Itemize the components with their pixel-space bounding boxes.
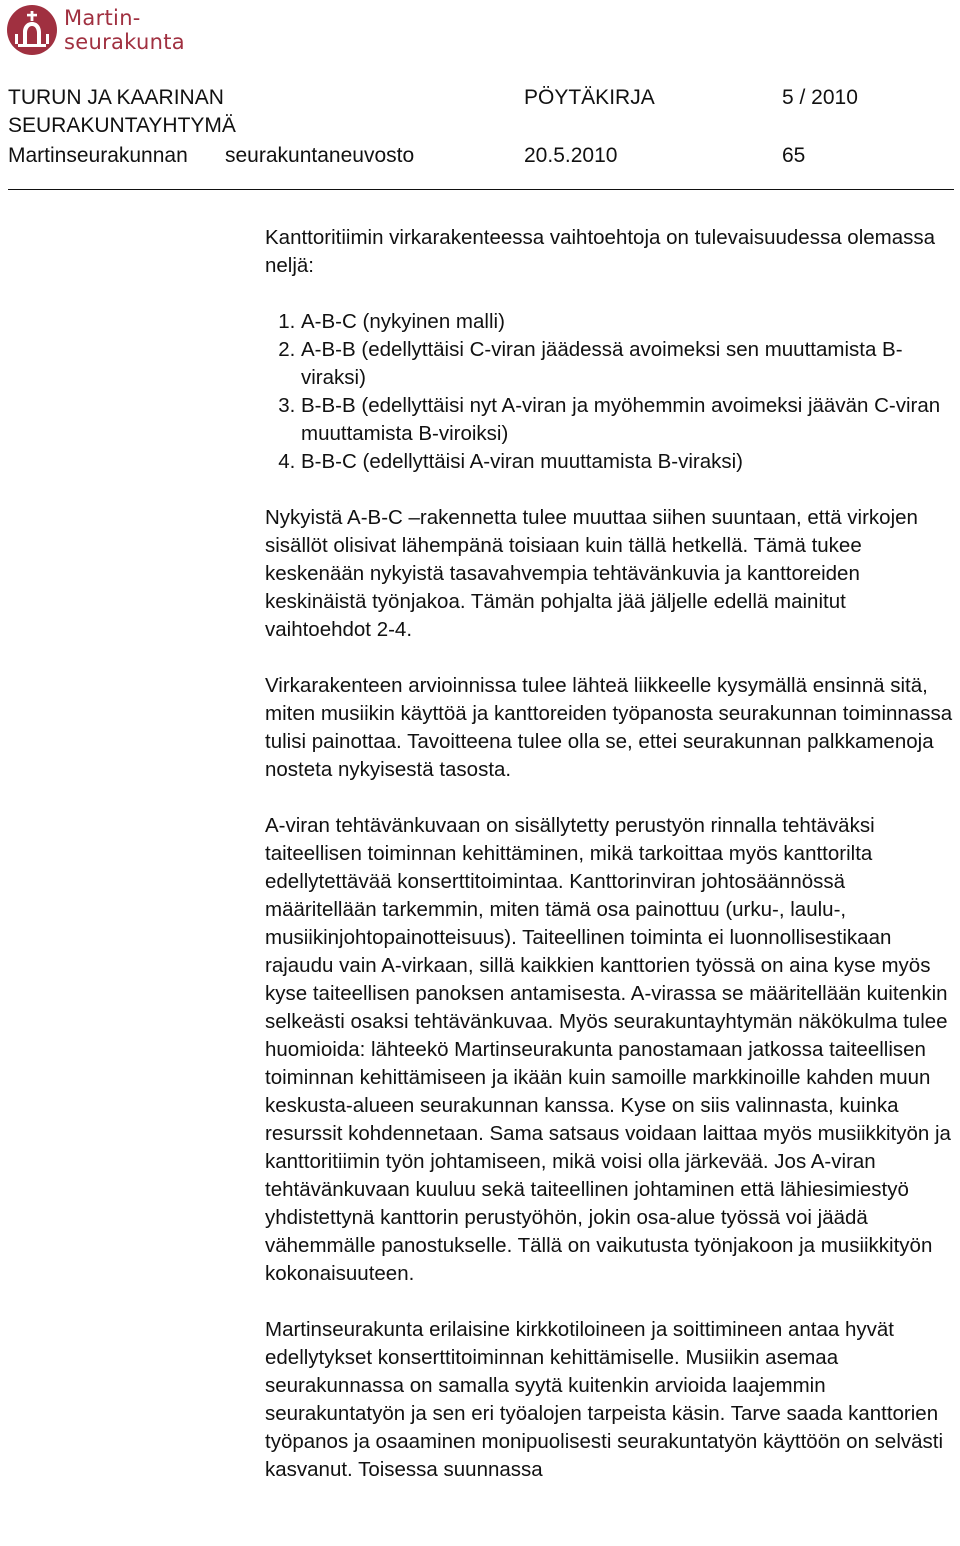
meeting-date: 20.5.2010 — [524, 144, 618, 167]
logo-line-1: Martin- — [64, 6, 141, 30]
org-name-line-2: SEURAKUNTAYHTYMÄ — [8, 114, 236, 137]
header-divider — [8, 189, 954, 190]
option-item: 3. B-B-B (edellyttäisi nyt A-viran ja myöhemmin avoimeksi jäävän C-viran muuttamista B-viroiksi) — [301, 392, 955, 448]
logo-wordmark — [64, 6, 185, 54]
body-name-2: seurakuntaneuvosto — [225, 144, 415, 167]
org-name-line-1: TURUN JA KAARINAN — [8, 86, 224, 109]
page-number: 65 — [782, 144, 806, 167]
document-type: PÖYTÄKIRJA — [524, 86, 655, 109]
body-paragraph: Nykyistä A-B-C –rakennetta tulee muuttaa siihen suuntaan, että virkojen sisällöt olisivat lähempänä toisiaan kuin tällä hetkellä. Tämä tukee keskenään nykyistä tasavahvempia tehtävänkuvia ja kanttoreiden keskinäistä työnjakoa. Tämän pohjalta jää jäljelle edellä mainitut vaihtoehdot 2-4. — [265, 506, 918, 641]
document-body — [265, 224, 955, 1512]
document-number: 5 / 2010 — [782, 86, 858, 109]
option-item: 2. A-B-B (edellyttäisi C-viran jäädessä avoimeksi sen muuttamista B-viraksi) — [301, 336, 955, 392]
body-paragraph: Virkarakenteen arvioinnissa tulee lähteä liikkeelle kysymällä ensinnä sitä, miten musiikin käyttöä ja kanttoreiden työpanosta seurakunnan toiminnassa tulisi painottaa. Tavoitteena tulee olla se, ettei seurakunnan palkkamenoja nosteta nykyisestä tasosta. — [265, 674, 953, 781]
body-paragraph: Martinseurakunta erilaisine kirkkotiloineen ja soittimineen antaa hyvät edellytykset konserttitoiminnan kehittämiselle. Musiikin asemaa seurakunnassa on samalla syytä kuitenkin arvioida laajemmin seurakuntatyön ja sen eri työalojen tarpeista käsin. Tarve saada kanttorien työpanos ja osaaminen monipuolisesti seurakuntatyön käyttöön on selvästi kasvanut. Toisessa suunnassa — [265, 1318, 944, 1481]
option-item: 4. B-B-C (edellyttäisi A-viran muuttamista B-viraksi) — [301, 448, 955, 476]
church-emblem-icon — [6, 4, 58, 56]
option-item: 1. A-B-C (nykyinen malli) — [301, 308, 955, 336]
body-paragraph: A-viran tehtävänkuvaan on sisällytetty perustyön rinnalla tehtäväksi taiteellisen toiminnan kehittäminen, mikä tarkoittaa myös kanttorilta edellytettävää konserttitoimintaa. Kanttorinviran johtosäännössä määritellään tarkemmin, miten tämä osa painottuu (urku-, laulu-, musiikinjohtopainotteisuus). Taiteellinen toiminta ei luonnollisestikaan rajaudu vain A-virkaan, sillä kaikkien kanttorien työssä on aina kyse myös kyse taiteellisen panoksen antamisesta. A-virassa se määritellään kuitenkin selkeästi osaksi tehtävänkuvaa. Myös seurakuntayhtymän näkökulma tulee huomioida: lähteekö Martinseurakunta panostamaan jatkossa taiteellisen toiminnan kehittämiseen ja ikään kuin samoille markkinoille kahden muun keskusta-alueen seurakunnan kanssa. Kyse on siis valinnasta, kuinka resurssit kohdennetaan. Sama satsaus voidaan laittaa myös musiikkityön ja kanttoritiimin työn johtamiseen, mikä voisi olla järkevää. Jos A-viran tehtävänkuvaan kuuluu sekä taiteellinen johtaminen että lähiesimiestyö yhdistettynä kanttorin perustyöhön, jokin osa-alue työssä voi jäädä vähemmälle panostukselle. Tällä on vaikutusta työnjakoon ja musiikkityön kokonaisuuteen. — [265, 814, 951, 1285]
logo-line-2: seurakunta — [64, 30, 185, 54]
body-name: Martinseurakunnan — [8, 144, 188, 167]
logo — [6, 4, 206, 60]
options-list — [265, 308, 955, 476]
intro-paragraph: Kanttoritiimin virkarakenteessa vaihtoehtoja on tulevaisuudessa olemassa neljä: — [265, 226, 936, 277]
